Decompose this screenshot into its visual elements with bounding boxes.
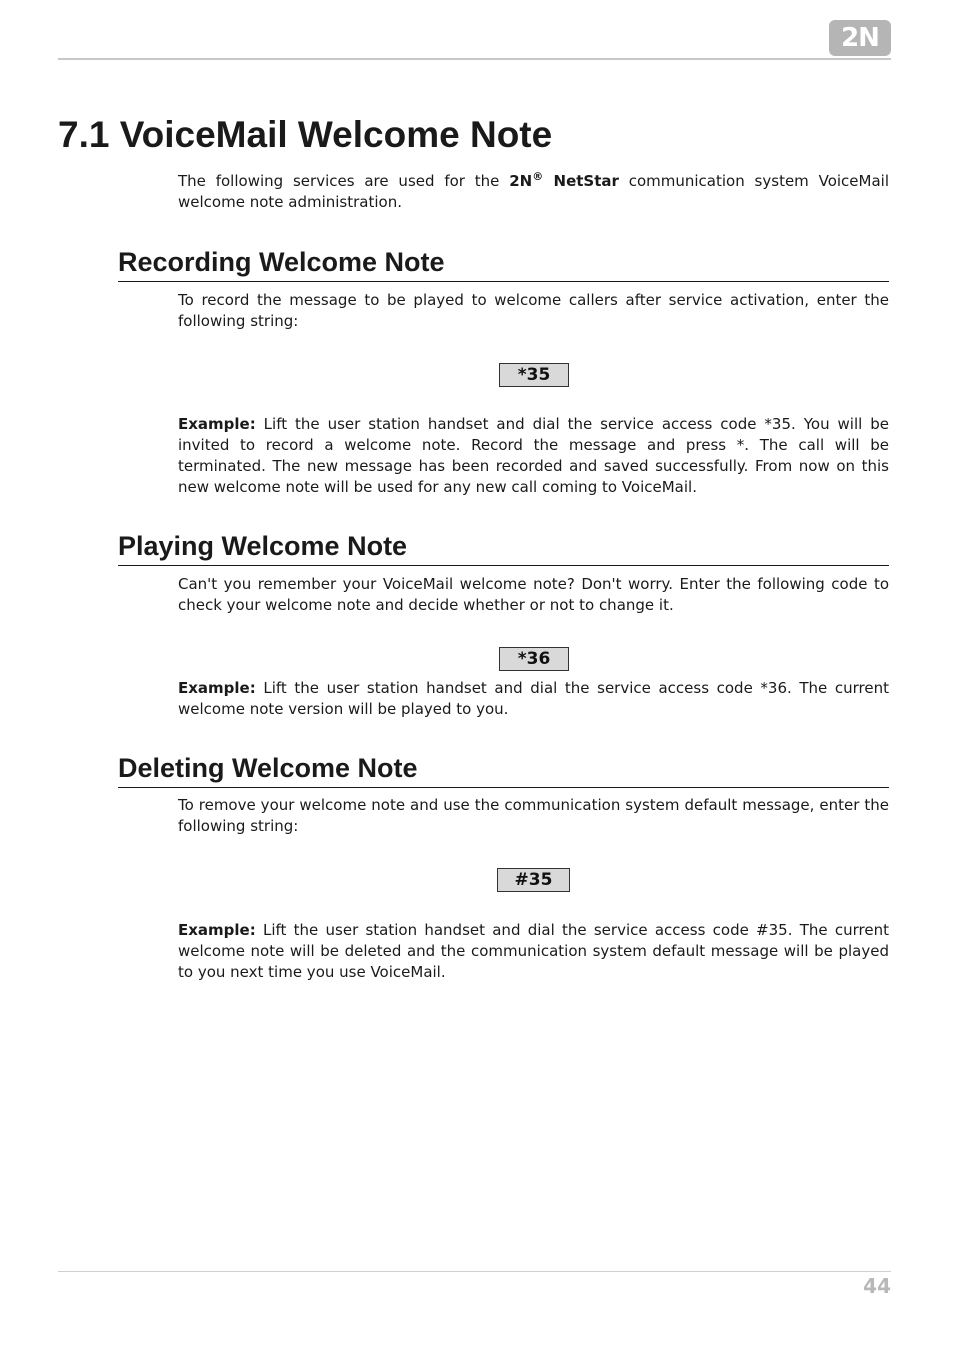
example-label: Example:: [178, 679, 256, 697]
section-heading-deleting: Deleting Welcome Note: [118, 751, 889, 788]
page-number: 44: [863, 1274, 891, 1298]
footer-divider: [58, 1271, 891, 1272]
example-label: Example:: [178, 921, 256, 939]
example-label: Example:: [178, 415, 256, 433]
code-box-play: *36: [499, 647, 569, 671]
section-text-playing: Can't you remember your VoiceMail welcome note? Don't worry. Enter the following code to check your welcome note and decide whether or not to change it.: [178, 575, 889, 614]
section-text-recording: To record the message to be played to welcome callers after service activation, enter the following string:: [178, 291, 889, 330]
2n-logo: [829, 20, 891, 56]
logo-text: 2N: [841, 23, 879, 53]
registered-mark: ®: [532, 170, 544, 183]
section-heading-recording: Recording Welcome Note: [118, 245, 889, 282]
example-playing: Example: Lift the user station handset and dial the service access code *36. The current welcome note version will be played to you.: [178, 679, 889, 718]
example-recording: Example: Lift the user station handset and dial the service access code *35. You will be invited to record a welcome note. Record the message and press *. The call will be terminated. The new message has been recorded and saved successfully. From now on this new welcome note will be used for any new call coming to VoiceMail.: [178, 415, 889, 496]
example-deleting: Example: Lift the user station handset and dial the service access code #35. The current welcome note will be deleted and the communication system default message will be played to you next time you use VoiceMail.: [178, 921, 889, 981]
intro-paragraph: The following services are used for the 2N® NetStar communication system VoiceMail welcome note administration.: [178, 170, 889, 211]
header-divider: [58, 58, 891, 60]
section-text-deleting: To remove your welcome note and use the communication system default message, enter the following string:: [178, 796, 889, 835]
brand-name: 2N: [509, 172, 533, 190]
product-name: NetStar: [543, 172, 619, 190]
page-title: 7.1 VoiceMail Welcome Note: [58, 114, 553, 155]
code-box-delete: #35: [497, 868, 570, 892]
section-heading-playing: Playing Welcome Note: [118, 529, 889, 566]
code-box-record: *35: [499, 363, 569, 387]
